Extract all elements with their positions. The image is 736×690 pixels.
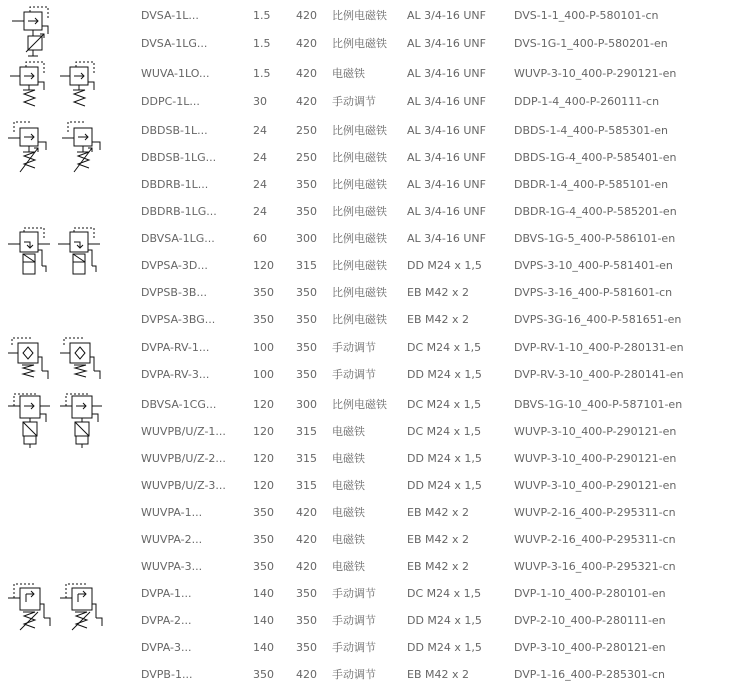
port-size-cell: AL 3/4-16 UNF	[407, 124, 486, 137]
table-row	[0, 607, 736, 634]
model-name-cell: WUVPA-1...	[141, 506, 203, 519]
port-size-cell: AL 3/4-16 UNF	[407, 67, 486, 80]
flow-rate-cell: 1.5	[253, 9, 271, 22]
actuation-type-cell: 比例电磁铁	[332, 398, 387, 411]
flow-rate-cell: 120	[253, 452, 274, 465]
port-size-cell: DD M24 x 1,5	[407, 368, 482, 381]
port-size-cell: DD M24 x 1,5	[407, 641, 482, 654]
datasheet-id-cell: DVPS-3-10_400-P-581401-en	[514, 259, 673, 272]
datasheet-id-cell: WUVP-3-10_400-P-290121-en	[514, 425, 677, 438]
table-row	[0, 526, 736, 553]
actuation-type-cell: 比例电磁铁	[332, 124, 387, 137]
pressure-cell: 250	[296, 124, 317, 137]
actuation-type-cell: 比例电磁铁	[332, 9, 387, 22]
port-size-cell: DD M24 x 1,5	[407, 259, 482, 272]
port-size-cell: DD M24 x 1,5	[407, 452, 482, 465]
datasheet-id-cell: DVP-1-16_400-P-285301-cn	[514, 668, 665, 681]
pressure-cell: 350	[296, 205, 317, 218]
table-row	[0, 445, 736, 472]
actuation-type-cell: 比例电磁铁	[332, 178, 387, 191]
model-name-cell: DBVSA-1LG...	[141, 232, 215, 245]
model-name-cell: WUVPA-3...	[141, 560, 203, 573]
flow-rate-cell: 120	[253, 259, 274, 272]
datasheet-id-cell: WUVP-3-10_400-P-290121-en	[514, 452, 677, 465]
pressure-cell: 420	[296, 95, 317, 108]
actuation-type-cell: 电磁铁	[332, 67, 365, 80]
model-name-cell: DBDSB-1L...	[141, 124, 208, 137]
table-row	[0, 171, 736, 198]
datasheet-id-cell: DVP-RV-3-10_400-P-280141-en	[514, 368, 684, 381]
flow-rate-cell: 350	[253, 560, 274, 573]
flow-rate-cell: 140	[253, 614, 274, 627]
datasheet-id-cell: DVS-1-1_400-P-580101-cn	[514, 9, 659, 22]
flow-rate-cell: 24	[253, 178, 267, 191]
port-size-cell: DC M24 x 1,5	[407, 341, 482, 354]
model-name-cell: DVPSA-3BG...	[141, 313, 216, 326]
table-row	[0, 634, 736, 661]
flow-rate-cell: 120	[253, 425, 274, 438]
table-row	[0, 88, 736, 115]
actuation-type-cell: 手动调节	[332, 668, 376, 681]
flow-rate-cell: 1.5	[253, 67, 271, 80]
datasheet-id-cell: DBDR-1-4_400-P-585101-en	[514, 178, 669, 191]
datasheet-id-cell: WUVP-3-10_400-P-290121-en	[514, 479, 677, 492]
table-row	[0, 661, 736, 688]
port-size-cell: AL 3/4-16 UNF	[407, 9, 486, 22]
model-name-cell: DVPA-RV-3...	[141, 368, 210, 381]
table-row	[0, 144, 736, 171]
port-size-cell: AL 3/4-16 UNF	[407, 37, 486, 50]
pressure-cell: 350	[296, 341, 317, 354]
table-row	[0, 198, 736, 225]
port-size-cell: EB M42 x 2	[407, 506, 469, 519]
actuation-type-cell: 手动调节	[332, 587, 376, 600]
table-row	[0, 2, 736, 29]
model-name-cell: WUVA-1LO...	[141, 67, 210, 80]
flow-rate-cell: 120	[253, 398, 274, 411]
model-name-cell: WUVPA-2...	[141, 533, 203, 546]
actuation-type-cell: 比例电磁铁	[332, 205, 387, 218]
datasheet-id-cell: WUVP-2-16_400-P-295311-cn	[514, 533, 676, 546]
datasheet-id-cell: DBVS-1G-10_400-P-587101-en	[514, 398, 683, 411]
flow-rate-cell: 350	[253, 533, 274, 546]
flow-rate-cell: 100	[253, 341, 274, 354]
pressure-cell: 315	[296, 479, 317, 492]
port-size-cell: DC M24 x 1,5	[407, 587, 482, 600]
port-size-cell: AL 3/4-16 UNF	[407, 232, 486, 245]
port-size-cell: EB M42 x 2	[407, 533, 469, 546]
pressure-cell: 420	[296, 506, 317, 519]
table-row	[0, 225, 736, 252]
model-name-cell: DBDSB-1LG...	[141, 151, 217, 164]
pressure-cell: 315	[296, 259, 317, 272]
actuation-type-cell: 手动调节	[332, 614, 376, 627]
model-name-cell: WUVPB/U/Z-1...	[141, 425, 226, 438]
port-size-cell: AL 3/4-16 UNF	[407, 151, 486, 164]
pressure-cell: 250	[296, 151, 317, 164]
model-name-cell: WUVPB/U/Z-3...	[141, 479, 226, 492]
datasheet-id-cell: WUVP-3-16_400-P-295321-cn	[514, 560, 676, 573]
model-name-cell: WUVPB/U/Z-2...	[141, 452, 226, 465]
flow-rate-cell: 350	[253, 668, 274, 681]
port-size-cell: EB M42 x 2	[407, 286, 469, 299]
pressure-cell: 300	[296, 398, 317, 411]
flow-rate-cell: 350	[253, 286, 274, 299]
datasheet-id-cell: DVP-RV-1-10_400-P-280131-en	[514, 341, 684, 354]
pressure-cell: 300	[296, 232, 317, 245]
model-name-cell: DVPB-1...	[141, 668, 193, 681]
datasheet-id-cell: DVS-1G-1_400-P-580201-en	[514, 37, 668, 50]
model-name-cell: DBDRB-1L...	[141, 178, 209, 191]
port-size-cell: EB M42 x 2	[407, 560, 469, 573]
table-row	[0, 117, 736, 144]
actuation-type-cell: 手动调节	[332, 341, 376, 354]
port-size-cell: DC M24 x 1,5	[407, 425, 482, 438]
model-name-cell: DBVSA-1CG...	[141, 398, 217, 411]
model-name-cell: DVPSA-3D...	[141, 259, 208, 272]
table-row	[0, 472, 736, 499]
actuation-type-cell: 比例电磁铁	[332, 313, 387, 326]
flow-rate-cell: 30	[253, 95, 267, 108]
flow-rate-cell: 24	[253, 205, 267, 218]
pressure-cell: 350	[296, 286, 317, 299]
datasheet-id-cell: DBVS-1G-5_400-P-586101-en	[514, 232, 676, 245]
datasheet-id-cell: DBDS-1G-4_400-P-585401-en	[514, 151, 677, 164]
datasheet-id-cell: DVP-3-10_400-P-280121-en	[514, 641, 666, 654]
actuation-type-cell: 比例电磁铁	[332, 151, 387, 164]
datasheet-id-cell: WUVP-3-10_400-P-290121-en	[514, 67, 677, 80]
actuation-type-cell: 电磁铁	[332, 533, 365, 546]
flow-rate-cell: 140	[253, 641, 274, 654]
model-name-cell: DVPA-2...	[141, 614, 192, 627]
pressure-cell: 420	[296, 67, 317, 80]
table-row	[0, 279, 736, 306]
pressure-cell: 420	[296, 533, 317, 546]
pressure-cell: 350	[296, 614, 317, 627]
port-size-cell: DD M24 x 1,5	[407, 479, 482, 492]
datasheet-id-cell: DBDS-1-4_400-P-585301-en	[514, 124, 668, 137]
flow-rate-cell: 120	[253, 479, 274, 492]
datasheet-id-cell: DBDR-1G-4_400-P-585201-en	[514, 205, 677, 218]
table-row	[0, 334, 736, 361]
datasheet-id-cell: DVPS-3-16_400-P-581601-cn	[514, 286, 673, 299]
flow-rate-cell: 350	[253, 506, 274, 519]
actuation-type-cell: 比例电磁铁	[332, 286, 387, 299]
table-row	[0, 60, 736, 87]
flow-rate-cell: 24	[253, 124, 267, 137]
pressure-cell: 350	[296, 178, 317, 191]
pressure-cell: 350	[296, 313, 317, 326]
port-size-cell: AL 3/4-16 UNF	[407, 95, 486, 108]
pressure-cell: 420	[296, 668, 317, 681]
datasheet-id-cell: WUVP-2-16_400-P-295311-cn	[514, 506, 676, 519]
table-row	[0, 391, 736, 418]
flow-rate-cell: 140	[253, 587, 274, 600]
table-row	[0, 30, 736, 57]
table-row	[0, 580, 736, 607]
actuation-type-cell: 比例电磁铁	[332, 37, 387, 50]
port-size-cell: DC M24 x 1,5	[407, 398, 482, 411]
port-size-cell: EB M42 x 2	[407, 313, 469, 326]
pressure-cell: 420	[296, 37, 317, 50]
table-row	[0, 499, 736, 526]
flow-rate-cell: 1.5	[253, 37, 271, 50]
pressure-cell: 350	[296, 587, 317, 600]
model-name-cell: DVPSB-3B...	[141, 286, 207, 299]
model-name-cell: DVSA-1LG...	[141, 37, 208, 50]
port-size-cell: AL 3/4-16 UNF	[407, 205, 486, 218]
actuation-type-cell: 电磁铁	[332, 506, 365, 519]
actuation-type-cell: 手动调节	[332, 95, 376, 108]
table-row	[0, 252, 736, 279]
port-size-cell: DD M24 x 1,5	[407, 614, 482, 627]
datasheet-id-cell: DDP-1-4_400-P-260111-cn	[514, 95, 660, 108]
port-size-cell: EB M42 x 2	[407, 668, 469, 681]
datasheet-id-cell: DVPS-3G-16_400-P-581651-en	[514, 313, 682, 326]
flow-rate-cell: 100	[253, 368, 274, 381]
flow-rate-cell: 350	[253, 313, 274, 326]
pressure-cell: 350	[296, 368, 317, 381]
datasheet-id-cell: DVP-1-10_400-P-280101-en	[514, 587, 666, 600]
table-row	[0, 418, 736, 445]
pressure-cell: 350	[296, 641, 317, 654]
port-size-cell: AL 3/4-16 UNF	[407, 178, 486, 191]
actuation-type-cell: 电磁铁	[332, 479, 365, 492]
actuation-type-cell: 电磁铁	[332, 425, 365, 438]
model-name-cell: DVPA-1...	[141, 587, 192, 600]
pressure-cell: 315	[296, 452, 317, 465]
model-name-cell: DVPA-3...	[141, 641, 192, 654]
datasheet-id-cell: DVP-2-10_400-P-280111-en	[514, 614, 666, 627]
table-row	[0, 553, 736, 580]
actuation-type-cell: 比例电磁铁	[332, 232, 387, 245]
table-row	[0, 306, 736, 333]
flow-rate-cell: 24	[253, 151, 267, 164]
actuation-type-cell: 比例电磁铁	[332, 259, 387, 272]
pressure-cell: 315	[296, 425, 317, 438]
actuation-type-cell: 电磁铁	[332, 560, 365, 573]
pressure-cell: 420	[296, 9, 317, 22]
actuation-type-cell: 电磁铁	[332, 452, 365, 465]
model-name-cell: DDPC-1L...	[141, 95, 200, 108]
actuation-type-cell: 手动调节	[332, 641, 376, 654]
table-row	[0, 361, 736, 388]
pressure-cell: 420	[296, 560, 317, 573]
model-name-cell: DBDRB-1LG...	[141, 205, 217, 218]
model-name-cell: DVPA-RV-1...	[141, 341, 210, 354]
flow-rate-cell: 60	[253, 232, 267, 245]
model-name-cell: DVSA-1L...	[141, 9, 199, 22]
actuation-type-cell: 手动调节	[332, 368, 376, 381]
